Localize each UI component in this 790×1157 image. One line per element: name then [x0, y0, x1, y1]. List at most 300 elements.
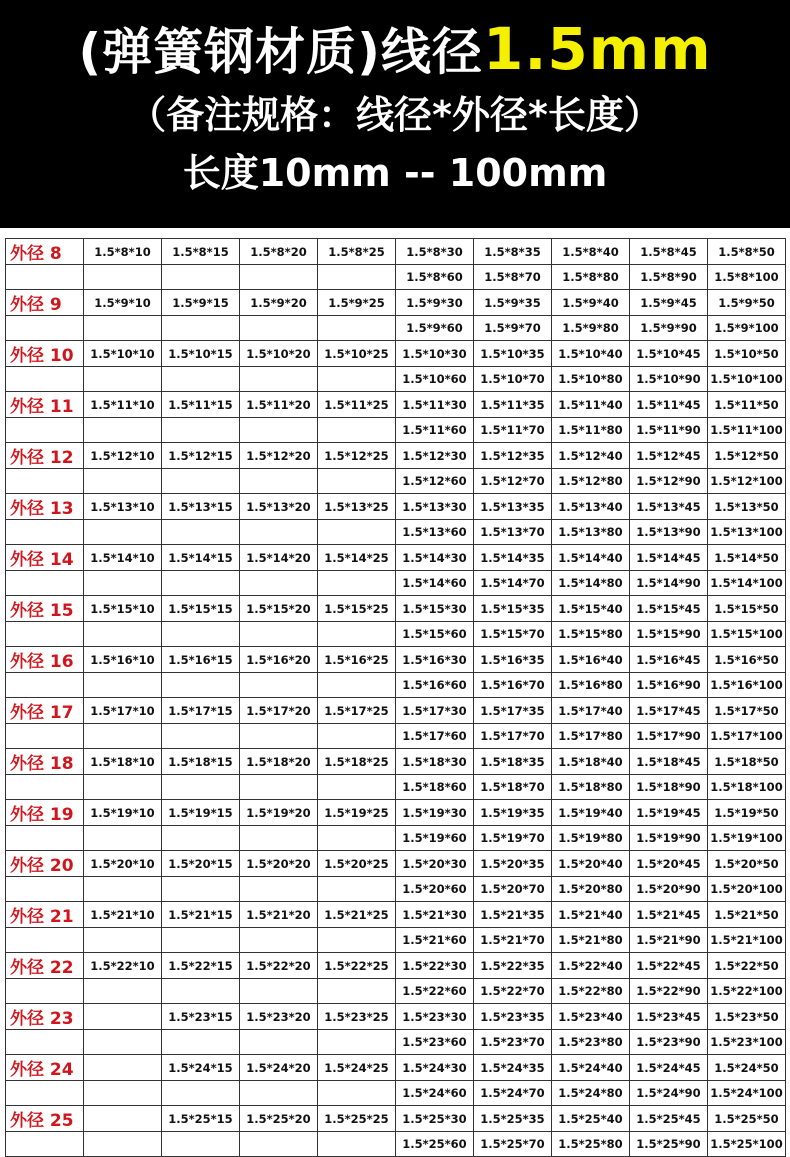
spec-cell: 1.5*15*40 — [552, 596, 630, 622]
spec-cell: 1.5*18*50 — [708, 749, 786, 775]
spec-cell — [318, 418, 396, 443]
spec-cell — [84, 1004, 162, 1030]
page-title — [0, 15, 790, 83]
spec-cell — [162, 673, 240, 698]
spec-cell: 1.5*13*20 — [240, 494, 318, 520]
spec-cell — [318, 520, 396, 545]
spec-cell: 1.5*19*70 — [474, 826, 552, 851]
spec-cell: 1.5*8*20 — [240, 239, 318, 265]
spec-cell — [240, 724, 318, 749]
spec-cell — [84, 1081, 162, 1106]
spec-cell: 1.5*9*60 — [396, 316, 474, 341]
spec-cell — [84, 826, 162, 851]
spec-cell: 1.5*22*40 — [552, 953, 630, 979]
label-blank-cell — [6, 724, 84, 749]
spec-cell: 1.5*9*40 — [552, 290, 630, 316]
table-row — [6, 953, 786, 979]
spec-cell: 1.5*14*15 — [162, 545, 240, 571]
table-row — [6, 1132, 786, 1157]
table-row — [6, 596, 786, 622]
table-row — [6, 622, 786, 647]
spec-cell: 1.5*11*30 — [396, 392, 474, 418]
spec-cell: 1.5*14*80 — [552, 571, 630, 596]
table-row — [6, 265, 786, 290]
spec-cell — [84, 418, 162, 443]
table-row — [6, 1055, 786, 1081]
spec-cell: 1.5*13*70 — [474, 520, 552, 545]
spec-cell — [84, 1106, 162, 1132]
spec-cell: 1.5*14*35 — [474, 545, 552, 571]
spec-cell: 1.5*13*30 — [396, 494, 474, 520]
label-blank-cell — [6, 928, 84, 953]
spec-cell: 1.5*14*90 — [630, 571, 708, 596]
spec-cell: 1.5*16*30 — [396, 647, 474, 673]
spec-cell: 1.5*23*35 — [474, 1004, 552, 1030]
spec-cell — [318, 1030, 396, 1055]
spec-cell: 1.5*13*10 — [84, 494, 162, 520]
spec-cell — [318, 1081, 396, 1106]
spec-cell: 1.5*24*20 — [240, 1055, 318, 1081]
spec-cell: 1.5*16*60 — [396, 673, 474, 698]
spec-cell: 1.5*21*60 — [396, 928, 474, 953]
spec-cell: 1.5*23*30 — [396, 1004, 474, 1030]
spec-cell: 1.5*17*30 — [396, 698, 474, 724]
spec-cell — [240, 469, 318, 494]
spec-cell — [84, 673, 162, 698]
label-blank-cell — [6, 418, 84, 443]
table-row — [6, 877, 786, 902]
spec-cell — [162, 1132, 240, 1157]
outer-diameter-label: 外径 23 — [6, 1004, 84, 1030]
spec-cell: 1.5*22*80 — [552, 979, 630, 1004]
outer-diameter-label: 外径 17 — [6, 698, 84, 724]
table-row — [6, 749, 786, 775]
spec-cell: 1.5*10*40 — [552, 341, 630, 367]
label-blank-cell — [6, 1030, 84, 1055]
spec-cell: 1.5*14*70 — [474, 571, 552, 596]
spec-cell — [318, 673, 396, 698]
spec-table-wrapper — [5, 238, 786, 1157]
spec-table — [5, 238, 786, 1157]
spec-cell: 1.5*15*30 — [396, 596, 474, 622]
spec-cell — [162, 622, 240, 647]
spec-cell: 1.5*15*50 — [708, 596, 786, 622]
spec-cell: 1.5*17*35 — [474, 698, 552, 724]
spec-cell: 1.5*24*25 — [318, 1055, 396, 1081]
spec-cell — [240, 265, 318, 290]
spec-cell: 1.5*16*15 — [162, 647, 240, 673]
spec-cell: 1.5*22*100 — [708, 979, 786, 1004]
spec-cell: 1.5*22*10 — [84, 953, 162, 979]
spec-cell: 1.5*13*80 — [552, 520, 630, 545]
spec-cell: 1.5*14*25 — [318, 545, 396, 571]
spec-cell: 1.5*25*100 — [708, 1132, 786, 1157]
spec-cell: 1.5*18*10 — [84, 749, 162, 775]
outer-diameter-label: 外径 8 — [6, 239, 84, 265]
spec-cell: 1.5*14*20 — [240, 545, 318, 571]
spec-cell: 1.5*10*60 — [396, 367, 474, 392]
spec-cell: 1.5*15*70 — [474, 622, 552, 647]
spec-cell: 1.5*21*80 — [552, 928, 630, 953]
spec-cell: 1.5*10*50 — [708, 341, 786, 367]
table-row — [6, 418, 786, 443]
spec-cell: 1.5*10*100 — [708, 367, 786, 392]
spec-cell: 1.5*16*50 — [708, 647, 786, 673]
spec-cell — [162, 826, 240, 851]
spec-cell: 1.5*20*20 — [240, 851, 318, 877]
spec-cell: 1.5*11*20 — [240, 392, 318, 418]
spec-cell: 1.5*22*25 — [318, 953, 396, 979]
spec-cell: 1.5*14*40 — [552, 545, 630, 571]
table-row — [6, 673, 786, 698]
spec-cell: 1.5*15*10 — [84, 596, 162, 622]
spec-cell: 1.5*13*40 — [552, 494, 630, 520]
spec-cell: 1.5*13*45 — [630, 494, 708, 520]
spec-cell — [240, 1132, 318, 1157]
spec-cell — [162, 1030, 240, 1055]
spec-cell: 1.5*24*45 — [630, 1055, 708, 1081]
spec-cell: 1.5*10*20 — [240, 341, 318, 367]
spec-cell — [240, 367, 318, 392]
table-row — [6, 341, 786, 367]
spec-cell — [162, 265, 240, 290]
label-blank-cell — [6, 877, 84, 902]
spec-cell: 1.5*8*15 — [162, 239, 240, 265]
spec-cell: 1.5*22*60 — [396, 979, 474, 1004]
spec-cell — [162, 724, 240, 749]
spec-cell: 1.5*10*35 — [474, 341, 552, 367]
spec-cell — [162, 928, 240, 953]
spec-cell: 1.5*21*30 — [396, 902, 474, 928]
spec-cell — [318, 571, 396, 596]
spec-cell: 1.5*15*25 — [318, 596, 396, 622]
spec-cell: 1.5*12*30 — [396, 443, 474, 469]
label-blank-cell — [6, 826, 84, 851]
spec-cell: 1.5*13*15 — [162, 494, 240, 520]
spec-cell: 1.5*12*90 — [630, 469, 708, 494]
title-prefix: (弹簧钢材质)线径 — [78, 23, 484, 81]
spec-cell: 1.5*15*100 — [708, 622, 786, 647]
label-blank-cell — [6, 520, 84, 545]
spec-cell: 1.5*12*60 — [396, 469, 474, 494]
spec-cell: 1.5*22*50 — [708, 953, 786, 979]
outer-diameter-label: 外径 24 — [6, 1055, 84, 1081]
spec-cell: 1.5*11*45 — [630, 392, 708, 418]
table-row — [6, 392, 786, 418]
spec-cell: 1.5*15*35 — [474, 596, 552, 622]
outer-diameter-label: 外径 20 — [6, 851, 84, 877]
table-row — [6, 316, 786, 341]
spec-note: （备注规格：线径*外径*长度） — [128, 93, 662, 137]
spec-cell — [240, 826, 318, 851]
spec-cell: 1.5*17*25 — [318, 698, 396, 724]
spec-cell: 1.5*25*40 — [552, 1106, 630, 1132]
spec-cell: 1.5*12*15 — [162, 443, 240, 469]
spec-cell: 1.5*20*15 — [162, 851, 240, 877]
spec-cell: 1.5*13*25 — [318, 494, 396, 520]
table-row — [6, 698, 786, 724]
spec-cell: 1.5*22*70 — [474, 979, 552, 1004]
table-row — [6, 1106, 786, 1132]
table-row — [6, 826, 786, 851]
spec-cell — [162, 1081, 240, 1106]
label-blank-cell — [6, 1081, 84, 1106]
spec-cell: 1.5*21*10 — [84, 902, 162, 928]
spec-cell: 1.5*17*10 — [84, 698, 162, 724]
spec-cell: 1.5*16*40 — [552, 647, 630, 673]
label-blank-cell — [6, 622, 84, 647]
spec-cell — [318, 316, 396, 341]
spec-cell — [240, 622, 318, 647]
spec-cell: 1.5*16*35 — [474, 647, 552, 673]
spec-cell: 1.5*18*40 — [552, 749, 630, 775]
outer-diameter-label: 外径 14 — [6, 545, 84, 571]
spec-cell: 1.5*18*60 — [396, 775, 474, 800]
spec-cell — [240, 775, 318, 800]
spec-cell: 1.5*20*10 — [84, 851, 162, 877]
spec-cell: 1.5*10*70 — [474, 367, 552, 392]
spec-cell: 1.5*9*100 — [708, 316, 786, 341]
table-row — [6, 1081, 786, 1106]
spec-cell: 1.5*14*10 — [84, 545, 162, 571]
table-row — [6, 290, 786, 316]
spec-cell: 1.5*11*35 — [474, 392, 552, 418]
table-row — [6, 1030, 786, 1055]
spec-cell — [84, 469, 162, 494]
spec-cell: 1.5*14*45 — [630, 545, 708, 571]
spec-cell: 1.5*9*15 — [162, 290, 240, 316]
spec-cell — [84, 1132, 162, 1157]
spec-cell: 1.5*22*35 — [474, 953, 552, 979]
spec-cell: 1.5*9*10 — [84, 290, 162, 316]
spec-cell: 1.5*15*15 — [162, 596, 240, 622]
spec-cell: 1.5*8*35 — [474, 239, 552, 265]
spec-cell — [240, 1030, 318, 1055]
spec-cell: 1.5*17*70 — [474, 724, 552, 749]
spec-cell: 1.5*19*60 — [396, 826, 474, 851]
spec-cell: 1.5*24*100 — [708, 1081, 786, 1106]
spec-cell: 1.5*25*90 — [630, 1132, 708, 1157]
spec-cell — [318, 877, 396, 902]
label-blank-cell — [6, 316, 84, 341]
spec-cell: 1.5*8*25 — [318, 239, 396, 265]
spec-cell: 1.5*20*90 — [630, 877, 708, 902]
spec-cell — [318, 775, 396, 800]
spec-cell: 1.5*25*25 — [318, 1106, 396, 1132]
spec-cell: 1.5*24*40 — [552, 1055, 630, 1081]
spec-cell: 1.5*24*15 — [162, 1055, 240, 1081]
spec-cell: 1.5*12*50 — [708, 443, 786, 469]
spec-cell: 1.5*22*30 — [396, 953, 474, 979]
outer-diameter-label: 外径 12 — [6, 443, 84, 469]
spec-cell: 1.5*18*20 — [240, 749, 318, 775]
spec-cell: 1.5*15*45 — [630, 596, 708, 622]
spec-cell: 1.5*25*60 — [396, 1132, 474, 1157]
spec-cell: 1.5*25*35 — [474, 1106, 552, 1132]
table-row — [6, 545, 786, 571]
table-row — [6, 469, 786, 494]
spec-cell: 1.5*18*80 — [552, 775, 630, 800]
table-row — [6, 1004, 786, 1030]
table-row — [6, 928, 786, 953]
outer-diameter-label: 外径 16 — [6, 647, 84, 673]
spec-cell: 1.5*20*80 — [552, 877, 630, 902]
spec-cell: 1.5*18*35 — [474, 749, 552, 775]
spec-cell: 1.5*23*15 — [162, 1004, 240, 1030]
spec-cell: 1.5*20*35 — [474, 851, 552, 877]
spec-cell: 1.5*17*100 — [708, 724, 786, 749]
label-blank-cell — [6, 979, 84, 1004]
spec-cell — [240, 418, 318, 443]
spec-cell: 1.5*21*25 — [318, 902, 396, 928]
spec-cell: 1.5*9*70 — [474, 316, 552, 341]
header-banner — [0, 0, 790, 228]
spec-cell: 1.5*21*90 — [630, 928, 708, 953]
spec-cell — [240, 877, 318, 902]
spec-cell: 1.5*12*25 — [318, 443, 396, 469]
spec-cell: 1.5*18*100 — [708, 775, 786, 800]
spec-cell: 1.5*17*60 — [396, 724, 474, 749]
spec-cell: 1.5*13*60 — [396, 520, 474, 545]
spec-cell: 1.5*17*90 — [630, 724, 708, 749]
spec-cell: 1.5*10*25 — [318, 341, 396, 367]
table-row — [6, 239, 786, 265]
label-blank-cell — [6, 1132, 84, 1157]
spec-cell: 1.5*18*90 — [630, 775, 708, 800]
table-row — [6, 367, 786, 392]
spec-cell: 1.5*16*25 — [318, 647, 396, 673]
spec-cell: 1.5*17*20 — [240, 698, 318, 724]
spec-cell: 1.5*19*15 — [162, 800, 240, 826]
spec-cell: 1.5*24*30 — [396, 1055, 474, 1081]
spec-cell: 1.5*8*90 — [630, 265, 708, 290]
spec-cell — [84, 775, 162, 800]
spec-cell — [318, 469, 396, 494]
outer-diameter-label: 外径 13 — [6, 494, 84, 520]
spec-cell: 1.5*20*100 — [708, 877, 786, 902]
spec-cell: 1.5*20*70 — [474, 877, 552, 902]
table-row — [6, 443, 786, 469]
spec-cell: 1.5*19*80 — [552, 826, 630, 851]
spec-cell: 1.5*20*25 — [318, 851, 396, 877]
spec-cell: 1.5*23*50 — [708, 1004, 786, 1030]
spec-cell — [240, 571, 318, 596]
spec-cell: 1.5*19*10 — [84, 800, 162, 826]
spec-cell: 1.5*19*90 — [630, 826, 708, 851]
spec-cell: 1.5*11*90 — [630, 418, 708, 443]
spec-cell: 1.5*20*40 — [552, 851, 630, 877]
outer-diameter-label: 外径 25 — [6, 1106, 84, 1132]
spec-cell: 1.5*17*45 — [630, 698, 708, 724]
spec-cell: 1.5*23*70 — [474, 1030, 552, 1055]
spec-cell: 1.5*10*80 — [552, 367, 630, 392]
outer-diameter-label: 外径 9 — [6, 290, 84, 316]
table-row — [6, 800, 786, 826]
outer-diameter-label: 外径 11 — [6, 392, 84, 418]
spec-cell: 1.5*9*50 — [708, 290, 786, 316]
spec-cell: 1.5*8*50 — [708, 239, 786, 265]
spec-cell: 1.5*11*70 — [474, 418, 552, 443]
spec-cell: 1.5*11*50 — [708, 392, 786, 418]
spec-cell: 1.5*11*60 — [396, 418, 474, 443]
table-row — [6, 979, 786, 1004]
spec-cell: 1.5*19*45 — [630, 800, 708, 826]
spec-cell — [84, 979, 162, 1004]
table-row — [6, 494, 786, 520]
spec-cell: 1.5*9*45 — [630, 290, 708, 316]
label-blank-cell — [6, 673, 84, 698]
spec-cell: 1.5*20*45 — [630, 851, 708, 877]
spec-cell — [162, 979, 240, 1004]
spec-cell — [318, 979, 396, 1004]
spec-cell: 1.5*12*20 — [240, 443, 318, 469]
spec-cell: 1.5*24*35 — [474, 1055, 552, 1081]
spec-cell — [84, 1055, 162, 1081]
spec-cell: 1.5*21*70 — [474, 928, 552, 953]
spec-cell: 1.5*17*50 — [708, 698, 786, 724]
spec-cell: 1.5*25*20 — [240, 1106, 318, 1132]
label-blank-cell — [6, 775, 84, 800]
spec-cell: 1.5*14*60 — [396, 571, 474, 596]
spec-cell — [84, 316, 162, 341]
label-blank-cell — [6, 367, 84, 392]
spec-cell: 1.5*19*50 — [708, 800, 786, 826]
spec-cell: 1.5*15*80 — [552, 622, 630, 647]
spec-cell: 1.5*23*90 — [630, 1030, 708, 1055]
spec-cell: 1.5*24*80 — [552, 1081, 630, 1106]
label-blank-cell — [6, 571, 84, 596]
spec-cell: 1.5*17*40 — [552, 698, 630, 724]
outer-diameter-label: 外径 21 — [6, 902, 84, 928]
spec-cell — [240, 979, 318, 1004]
spec-cell: 1.5*24*70 — [474, 1081, 552, 1106]
spec-cell: 1.5*20*50 — [708, 851, 786, 877]
table-row — [6, 571, 786, 596]
spec-cell: 1.5*9*20 — [240, 290, 318, 316]
spec-cell — [162, 316, 240, 341]
table-row — [6, 902, 786, 928]
spec-cell: 1.5*11*40 — [552, 392, 630, 418]
label-blank-cell — [6, 265, 84, 290]
spec-cell: 1.5*25*80 — [552, 1132, 630, 1157]
spec-cell: 1.5*18*30 — [396, 749, 474, 775]
spec-cell: 1.5*14*30 — [396, 545, 474, 571]
spec-cell: 1.5*16*10 — [84, 647, 162, 673]
spec-cell — [84, 622, 162, 647]
spec-cell: 1.5*19*35 — [474, 800, 552, 826]
spec-cell: 1.5*13*90 — [630, 520, 708, 545]
spec-cell: 1.5*16*80 — [552, 673, 630, 698]
spec-cell: 1.5*16*45 — [630, 647, 708, 673]
spec-cell: 1.5*11*15 — [162, 392, 240, 418]
spec-cell — [318, 622, 396, 647]
spec-cell — [84, 928, 162, 953]
spec-cell — [240, 1081, 318, 1106]
spec-cell: 1.5*9*25 — [318, 290, 396, 316]
spec-cell: 1.5*13*35 — [474, 494, 552, 520]
spec-cell: 1.5*9*30 — [396, 290, 474, 316]
spec-cell: 1.5*10*90 — [630, 367, 708, 392]
table-row — [6, 724, 786, 749]
spec-cell: 1.5*11*25 — [318, 392, 396, 418]
spec-cell: 1.5*15*90 — [630, 622, 708, 647]
spec-cell: 1.5*23*60 — [396, 1030, 474, 1055]
spec-cell — [84, 520, 162, 545]
spec-cell: 1.5*12*100 — [708, 469, 786, 494]
table-row — [6, 520, 786, 545]
spec-cell: 1.5*19*20 — [240, 800, 318, 826]
spec-cell: 1.5*21*40 — [552, 902, 630, 928]
